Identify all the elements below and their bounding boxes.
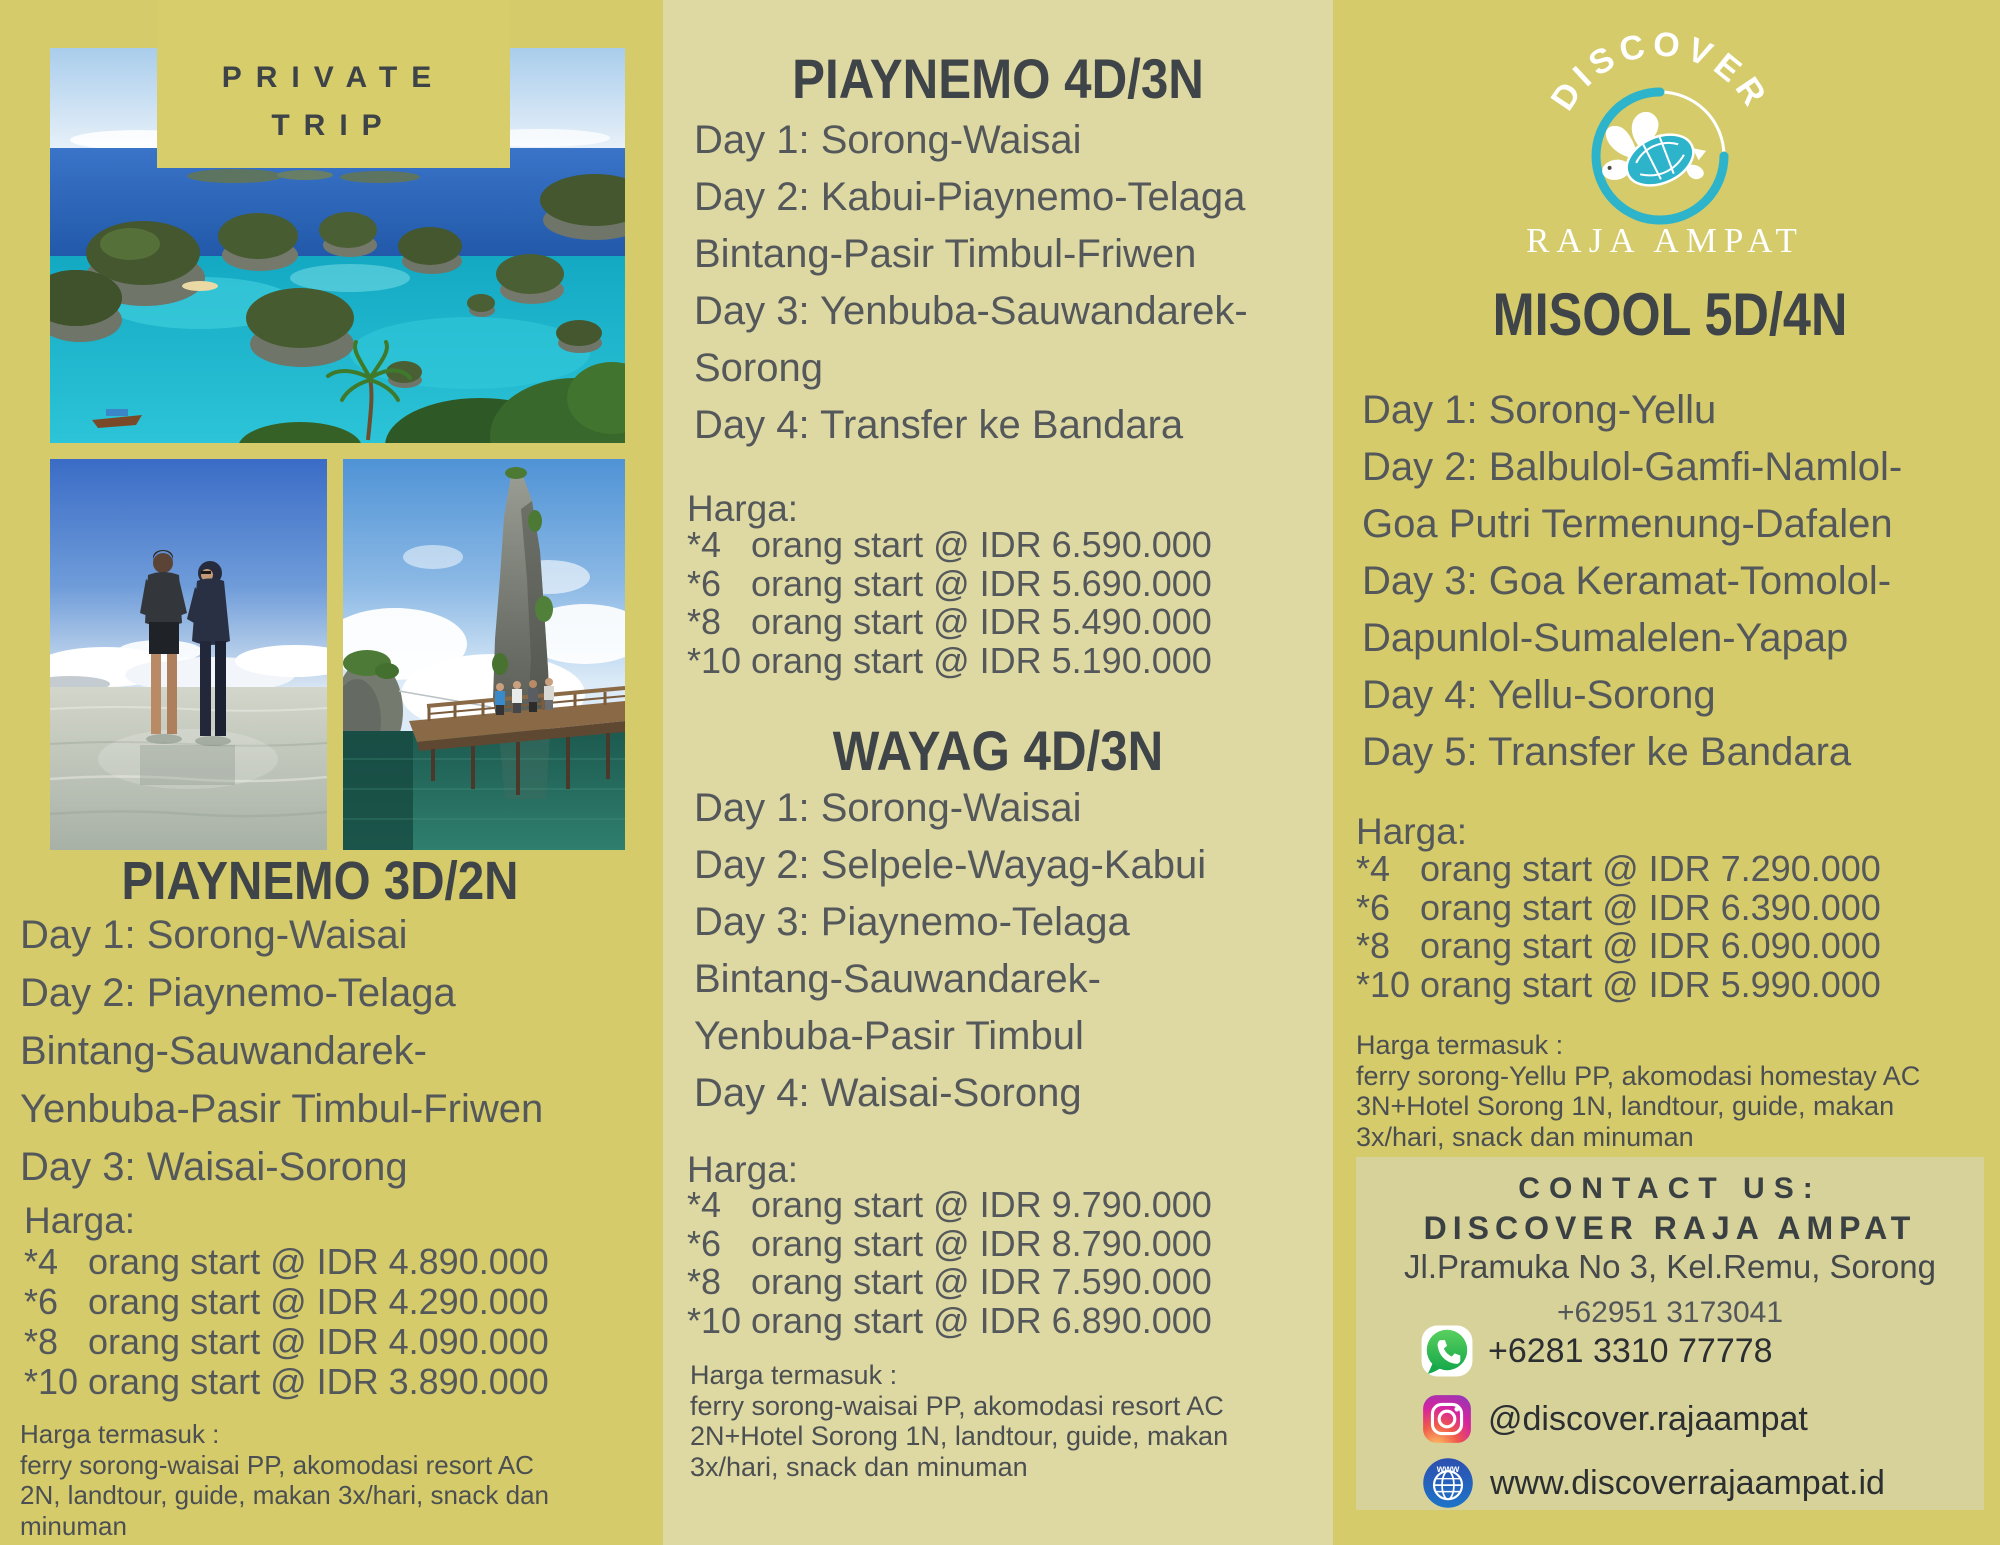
- day-line: Dapunlol-Sumalelen-Yapap: [1362, 616, 1849, 660]
- price-row: [1356, 886, 1881, 928]
- contact-heading: CONTACT US:: [1518, 1172, 1822, 1205]
- day-line: Day 2: Balbulol-Gamfi-Namlol-: [1362, 445, 1903, 489]
- day-line: Bintang-Sauwandarek-: [694, 957, 1101, 1001]
- logo-wordmark: RAJA AMPAT: [1526, 221, 1804, 260]
- price-text: orang start @ IDR 5.690.000: [751, 562, 1212, 604]
- price-row: [687, 1263, 1212, 1302]
- day-line: Bintang-Pasir Timbul-Friwen: [694, 232, 1197, 276]
- price-row: [687, 526, 1212, 565]
- price-qty: *8: [687, 1261, 722, 1302]
- includes-line: ferry sorong-Yellu PP, akomodasi homestay AC: [1356, 1060, 1921, 1091]
- price-row: [687, 1222, 1212, 1264]
- price-text: orang start @ IDR 4.290.000: [88, 1281, 549, 1322]
- harga-label: Harga:: [687, 1149, 799, 1190]
- contact-subheading: DISCOVER RAJA AMPAT: [1423, 1210, 1917, 1246]
- harga-label: Harga:: [687, 488, 799, 529]
- day-line: Day 2: Selpele-Wayag-Kabui: [694, 843, 1207, 887]
- price-row: [687, 639, 1212, 681]
- day-line: Day 5: Transfer ke Bandara: [1362, 730, 1852, 774]
- day-line: Day 4: Waisai-Sorong: [694, 1071, 1082, 1115]
- price-text: orang start @ IDR 6.090.000: [1420, 925, 1881, 966]
- logo-arc-text: DISCOVER: [1543, 28, 1777, 118]
- price-list-misool-5d4n: [1356, 850, 1881, 1004]
- harga-label: Harga:: [1356, 811, 1468, 852]
- price-qty: *6: [687, 562, 722, 604]
- price-text: orang start @ IDR 4.090.000: [88, 1321, 549, 1362]
- price-text: orang start @ IDR 6.890.000: [751, 1299, 1212, 1341]
- includes-line: minuman: [20, 1510, 127, 1541]
- private-trip-line1: PRIVATE: [221, 61, 446, 94]
- price-text: orang start @ IDR 9.790.000: [751, 1184, 1212, 1225]
- includes-line: Harga termasuk :: [20, 1419, 220, 1449]
- day-line: Day 2: Piaynemo-Telaga: [20, 971, 456, 1015]
- price-text: orang start @ IDR 4.890.000: [88, 1241, 549, 1282]
- includes-line: ferry sorong-waisai PP, akomodasi resort AC: [20, 1449, 534, 1480]
- price-qty: *10: [687, 639, 742, 681]
- day-line: Day 3: Waisai-Sorong: [20, 1145, 408, 1189]
- includes-line: ferry sorong-waisai PP, akomodasi resort AC: [690, 1390, 1224, 1421]
- price-row: [687, 562, 1212, 604]
- price-qty: *10: [1356, 963, 1411, 1005]
- includes-line: Harga termasuk :: [690, 1360, 898, 1390]
- whatsapp-icon: [1420, 1324, 1474, 1378]
- price-qty: *4: [687, 524, 722, 565]
- price-qty: *6: [24, 1281, 59, 1322]
- contact-phone[interactable]: +62951 3173041: [1556, 1296, 1784, 1329]
- includes-wayag-4d3n: [690, 1360, 1228, 1482]
- includes-misool-5d4n: [1356, 1030, 1920, 1152]
- instagram-handle: @discover.rajaampat: [1488, 1399, 1808, 1438]
- price-qty: *8: [1356, 925, 1391, 966]
- includes-line: Harga termasuk :: [1356, 1030, 1564, 1060]
- day-line: Day 3: Yenbuba-Sauwandarek-: [694, 289, 1248, 333]
- day-line: Goa Putri Termenung-Dafalen: [1362, 502, 1893, 546]
- price-text: orang start @ IDR 7.590.000: [751, 1261, 1212, 1302]
- day-line: Day 1: Sorong-Waisai: [694, 118, 1082, 162]
- svg-text:www: www: [1436, 1464, 1460, 1476]
- price-qty: *10: [687, 1299, 742, 1341]
- package-title-piaynemo-4d3n: PIAYNEMO 4D/3N: [792, 47, 1204, 110]
- price-row: [24, 1322, 549, 1362]
- includes-line: 3x/hari, snack dan minuman: [1356, 1121, 1694, 1152]
- svg-text:DISCOVER: [1544, 28, 1777, 117]
- day-line: Sorong: [694, 346, 823, 390]
- day-line: Day 1: Sorong-Yellu: [1362, 388, 1717, 432]
- price-text: orang start @ IDR 8.790.000: [751, 1222, 1212, 1264]
- price-qty: *8: [24, 1321, 59, 1362]
- price-text: orang start @ IDR 6.590.000: [751, 524, 1212, 565]
- includes-line: 2N, landtour, guide, makan 3x/hari, snack dan: [20, 1480, 549, 1510]
- package-days-piaynemo-3d2n: [20, 906, 543, 1196]
- day-line: Day 4: Transfer ke Bandara: [694, 403, 1184, 447]
- includes-line: 3N+Hotel Sorong 1N, landtour, guide, makan: [1356, 1091, 1895, 1121]
- pier-illustration: [343, 459, 625, 850]
- day-line: Yenbuba-Pasir Timbul-Friwen: [20, 1087, 544, 1131]
- price-row: [687, 1299, 1212, 1341]
- couple-photo: [50, 459, 327, 850]
- day-line: Day 3: Piaynemo-Telaga: [694, 900, 1130, 944]
- price-text: orang start @ IDR 5.490.000: [751, 601, 1212, 642]
- private-trip-line2: TRIP: [271, 109, 396, 142]
- package-days-misool-5d4n: [1362, 382, 1902, 781]
- price-row: [1356, 963, 1881, 1005]
- price-row: [1356, 927, 1881, 966]
- harga-label: Harga:: [24, 1200, 136, 1241]
- price-row: [1356, 850, 1881, 889]
- price-qty: *8: [687, 601, 722, 642]
- price-text: orang start @ IDR 3.890.000: [88, 1361, 549, 1402]
- brand-logo: [1500, 28, 1830, 280]
- price-text: orang start @ IDR 5.190.000: [751, 639, 1212, 681]
- price-text: orang start @ IDR 7.290.000: [1420, 848, 1881, 889]
- price-list-piaynemo-4d3n: [687, 526, 1212, 680]
- day-line: Day 3: Goa Keramat-Tomolol-: [1362, 559, 1892, 603]
- day-line: Day 1: Sorong-Waisai: [20, 913, 408, 957]
- price-list-wayag-4d3n: [687, 1186, 1212, 1340]
- price-qty: *10: [24, 1361, 79, 1402]
- day-line: Day 1: Sorong-Waisai: [694, 786, 1082, 830]
- price-qty: *4: [687, 1184, 722, 1225]
- package-title-misool-5d4n: MISOOL 5D/4N: [1492, 281, 1848, 348]
- package-title-piaynemo-3d2n: PIAYNEMO 3D/2N: [121, 851, 519, 911]
- price-row: [24, 1242, 549, 1282]
- instagram-row[interactable]: [1420, 1392, 1808, 1446]
- price-list-piaynemo-3d2n: [24, 1242, 549, 1402]
- globe-icon: [1420, 1455, 1476, 1511]
- pier-photo: [343, 459, 625, 850]
- price-row: [687, 603, 1212, 642]
- package-days-piaynemo-4d3n: [694, 112, 1248, 454]
- day-line: Yenbuba-Pasir Timbul: [694, 1014, 1084, 1058]
- price-qty: *6: [687, 1222, 722, 1264]
- price-row: [687, 1186, 1212, 1225]
- includes-piaynemo-3d2n: [20, 1419, 549, 1541]
- whatsapp-row[interactable]: [1420, 1324, 1773, 1378]
- includes-line: 2N+Hotel Sorong 1N, landtour, guide, makan: [690, 1421, 1229, 1451]
- couple-illustration: [50, 459, 327, 850]
- price-qty: *6: [1356, 886, 1391, 928]
- day-line: Day 4: Yellu-Sorong: [1362, 673, 1716, 717]
- day-line: Bintang-Sauwandarek-: [20, 1029, 427, 1073]
- private-trip-badge: [157, 0, 510, 168]
- price-text: orang start @ IDR 5.990.000: [1420, 963, 1881, 1005]
- website-url: www.discoverrajaampat.id: [1490, 1463, 1885, 1502]
- day-line: Day 2: Kabui-Piaynemo-Telaga: [694, 175, 1246, 219]
- website-row[interactable]: [1420, 1455, 1885, 1511]
- package-days-wayag-4d3n: [694, 780, 1206, 1122]
- includes-line: 3x/hari, snack dan minuman: [690, 1451, 1028, 1482]
- price-qty: *4: [1356, 848, 1391, 889]
- price-row: [24, 1282, 549, 1322]
- price-row: [24, 1362, 549, 1402]
- price-qty: *4: [24, 1241, 59, 1282]
- package-title-wayag-4d3n: WAYAG 4D/3N: [832, 719, 1164, 782]
- instagram-icon: [1420, 1392, 1474, 1446]
- contact-address: Jl.Pramuka No 3, Kel.Remu, Sorong: [1404, 1248, 1936, 1285]
- whatsapp-number: +6281 3310 77778: [1488, 1331, 1773, 1370]
- price-text: orang start @ IDR 6.390.000: [1420, 886, 1881, 928]
